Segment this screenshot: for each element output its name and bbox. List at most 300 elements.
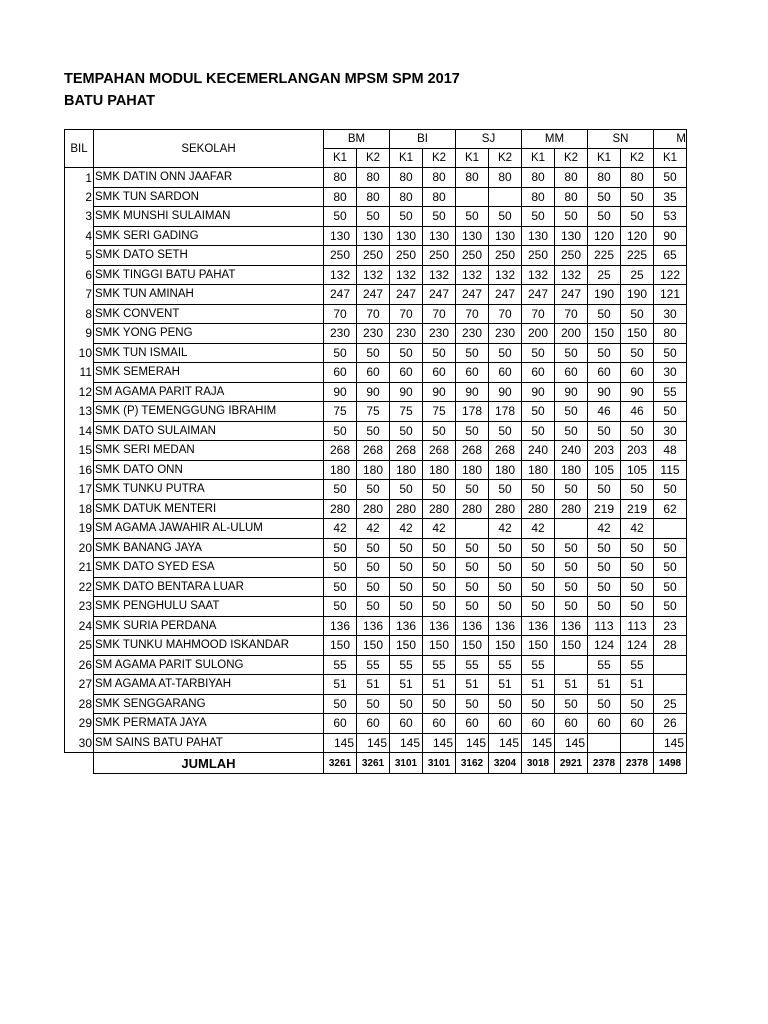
order-quantity-cell: 80 bbox=[324, 187, 357, 207]
order-quantity-cell: 50 bbox=[357, 538, 390, 558]
order-quantity-cell: 60 bbox=[390, 714, 423, 734]
row-number: 27 bbox=[65, 675, 94, 695]
header-paper: K1 bbox=[456, 149, 489, 168]
order-quantity-cell: 50 bbox=[621, 694, 654, 714]
order-quantity-cell: 70 bbox=[555, 304, 588, 324]
order-quantity-cell: 130 bbox=[390, 226, 423, 246]
order-quantity-cell: 50 bbox=[621, 577, 654, 597]
order-quantity-cell: 51 bbox=[555, 675, 588, 695]
document-subtitle: BATU PAHAT bbox=[64, 93, 156, 109]
order-quantity-cell: 30 bbox=[654, 421, 687, 441]
order-quantity-cell: 130 bbox=[522, 226, 555, 246]
order-quantity-cell: 75 bbox=[390, 402, 423, 422]
order-quantity-cell: 50 bbox=[324, 421, 357, 441]
order-quantity-cell: 268 bbox=[357, 441, 390, 461]
order-quantity-cell: 55 bbox=[489, 655, 522, 675]
order-quantity-cell: 250 bbox=[324, 246, 357, 266]
order-quantity-cell: 90 bbox=[654, 226, 687, 246]
order-quantity-cell: 247 bbox=[357, 285, 390, 305]
order-quantity-cell: 70 bbox=[522, 304, 555, 324]
order-quantity-cell: 50 bbox=[621, 207, 654, 227]
order-quantity-cell: 42 bbox=[324, 519, 357, 539]
order-quantity-cell: 51 bbox=[489, 675, 522, 695]
order-quantity-cell: 50 bbox=[621, 421, 654, 441]
header-paper: K1 bbox=[390, 149, 423, 168]
order-quantity-cell: 70 bbox=[324, 304, 357, 324]
order-quantity-cell: 42 bbox=[621, 519, 654, 539]
header-paper: K2 bbox=[423, 149, 456, 168]
order-quantity-cell: 50 bbox=[324, 538, 357, 558]
order-quantity-cell: 145 bbox=[324, 733, 357, 753]
table-row bbox=[65, 597, 687, 617]
order-quantity-cell: 50 bbox=[522, 480, 555, 500]
order-quantity-cell: 42 bbox=[588, 519, 621, 539]
table-row bbox=[65, 265, 687, 285]
order-quantity-cell: 60 bbox=[522, 363, 555, 383]
total-label: JUMLAH bbox=[94, 753, 324, 774]
total-cell: 2378 bbox=[588, 753, 621, 774]
order-quantity-cell: 50 bbox=[654, 168, 687, 188]
order-quantity-cell: 50 bbox=[522, 558, 555, 578]
school-name: SMK DATO SETH bbox=[94, 246, 324, 266]
order-quantity-cell: 50 bbox=[423, 558, 456, 578]
school-name: SMK TUN AMINAH bbox=[94, 285, 324, 305]
order-quantity-cell: 60 bbox=[588, 363, 621, 383]
order-quantity-cell: 80 bbox=[423, 168, 456, 188]
order-quantity-cell bbox=[621, 733, 654, 753]
order-quantity-cell: 250 bbox=[357, 246, 390, 266]
row-number: 10 bbox=[65, 343, 94, 363]
school-name: SMK MUNSHI SULAIMAN bbox=[94, 207, 324, 227]
school-name: SMK TINGGI BATU PAHAT bbox=[94, 265, 324, 285]
order-quantity-cell: 50 bbox=[588, 480, 621, 500]
order-quantity-cell: 225 bbox=[588, 246, 621, 266]
order-quantity-cell: 50 bbox=[390, 558, 423, 578]
order-quantity-cell: 51 bbox=[588, 675, 621, 695]
row-number: 16 bbox=[65, 460, 94, 480]
order-quantity-cell: 70 bbox=[357, 304, 390, 324]
header-subject: BM bbox=[324, 130, 390, 149]
school-name: SMK TUNKU PUTRA bbox=[94, 480, 324, 500]
table-row bbox=[65, 382, 687, 402]
order-table bbox=[64, 129, 687, 774]
order-quantity-cell: 50 bbox=[456, 694, 489, 714]
order-quantity-cell: 280 bbox=[522, 499, 555, 519]
order-quantity-cell: 180 bbox=[324, 460, 357, 480]
table-row bbox=[65, 168, 687, 188]
order-quantity-cell: 42 bbox=[423, 519, 456, 539]
order-quantity-cell: 50 bbox=[357, 558, 390, 578]
total-cell: 2378 bbox=[621, 753, 654, 774]
header-paper: K1 bbox=[324, 149, 357, 168]
order-quantity-cell: 50 bbox=[357, 480, 390, 500]
order-quantity-cell: 65 bbox=[654, 246, 687, 266]
order-quantity-cell: 46 bbox=[588, 402, 621, 422]
order-quantity-cell: 50 bbox=[489, 421, 522, 441]
order-quantity-cell: 60 bbox=[621, 363, 654, 383]
order-quantity-cell: 55 bbox=[522, 655, 555, 675]
order-quantity-cell: 247 bbox=[324, 285, 357, 305]
order-quantity-cell: 178 bbox=[489, 402, 522, 422]
order-quantity-cell: 60 bbox=[489, 363, 522, 383]
order-quantity-cell: 50 bbox=[357, 577, 390, 597]
order-quantity-cell: 50 bbox=[456, 480, 489, 500]
order-quantity-cell: 136 bbox=[456, 616, 489, 636]
order-quantity-cell: 55 bbox=[456, 655, 489, 675]
school-name: SMK PERMATA JAYA bbox=[94, 714, 324, 734]
order-quantity-cell: 50 bbox=[390, 597, 423, 617]
header-paper: K1 bbox=[522, 149, 555, 168]
order-quantity-cell: 48 bbox=[654, 441, 687, 461]
table-row bbox=[65, 636, 687, 656]
order-quantity-cell: 136 bbox=[324, 616, 357, 636]
order-quantity-cell: 50 bbox=[357, 694, 390, 714]
order-quantity-cell: 230 bbox=[456, 324, 489, 344]
order-quantity-cell: 75 bbox=[423, 402, 456, 422]
total-cell: 3204 bbox=[489, 753, 522, 774]
order-quantity-cell: 50 bbox=[555, 402, 588, 422]
order-quantity-cell: 113 bbox=[621, 616, 654, 636]
school-name: SMK SERI GADING bbox=[94, 226, 324, 246]
order-quantity-cell: 60 bbox=[390, 363, 423, 383]
order-quantity-cell: 145 bbox=[423, 733, 456, 753]
school-name: SMK DATO SYED ESA bbox=[94, 558, 324, 578]
order-quantity-cell: 136 bbox=[555, 616, 588, 636]
order-quantity-cell: 120 bbox=[621, 226, 654, 246]
order-quantity-cell: 132 bbox=[423, 265, 456, 285]
order-quantity-cell: 50 bbox=[489, 558, 522, 578]
order-quantity-cell: 124 bbox=[588, 636, 621, 656]
order-quantity-cell: 50 bbox=[489, 480, 522, 500]
order-quantity-cell: 145 bbox=[555, 733, 588, 753]
order-quantity-cell: 60 bbox=[621, 714, 654, 734]
school-name: SMK CONVENT bbox=[94, 304, 324, 324]
order-quantity-cell: 50 bbox=[423, 538, 456, 558]
order-quantity-cell: 50 bbox=[621, 538, 654, 558]
order-quantity-cell: 50 bbox=[324, 577, 357, 597]
order-quantity-cell: 115 bbox=[654, 460, 687, 480]
order-quantity-cell: 50 bbox=[588, 538, 621, 558]
table-row bbox=[65, 187, 687, 207]
order-quantity-cell: 50 bbox=[456, 597, 489, 617]
table-row bbox=[65, 460, 687, 480]
order-quantity-cell: 247 bbox=[489, 285, 522, 305]
table-row bbox=[65, 304, 687, 324]
order-quantity-cell: 50 bbox=[522, 402, 555, 422]
order-quantity-cell: 50 bbox=[489, 694, 522, 714]
table-row bbox=[65, 285, 687, 305]
order-quantity-cell: 50 bbox=[588, 207, 621, 227]
order-quantity-cell: 280 bbox=[555, 499, 588, 519]
order-quantity-cell: 35 bbox=[654, 187, 687, 207]
table-row bbox=[65, 499, 687, 519]
order-quantity-cell: 80 bbox=[522, 168, 555, 188]
order-quantity-cell: 50 bbox=[423, 480, 456, 500]
order-quantity-cell: 50 bbox=[555, 577, 588, 597]
order-quantity-cell: 50 bbox=[555, 558, 588, 578]
order-quantity-cell: 55 bbox=[621, 655, 654, 675]
order-quantity-cell: 180 bbox=[357, 460, 390, 480]
order-quantity-cell: 50 bbox=[324, 694, 357, 714]
table-row bbox=[65, 480, 687, 500]
order-quantity-cell: 240 bbox=[555, 441, 588, 461]
order-quantity-cell: 145 bbox=[390, 733, 423, 753]
order-quantity-cell: 55 bbox=[390, 655, 423, 675]
order-quantity-cell bbox=[654, 655, 687, 675]
order-quantity-cell: 50 bbox=[357, 207, 390, 227]
total-cell: 3101 bbox=[390, 753, 423, 774]
order-quantity-cell: 50 bbox=[489, 343, 522, 363]
order-quantity-cell: 180 bbox=[423, 460, 456, 480]
order-quantity-cell: 70 bbox=[489, 304, 522, 324]
order-quantity-cell: 50 bbox=[357, 597, 390, 617]
order-quantity-cell: 230 bbox=[357, 324, 390, 344]
header-subject: M bbox=[654, 130, 687, 149]
order-quantity-cell: 219 bbox=[588, 499, 621, 519]
order-quantity-cell: 200 bbox=[522, 324, 555, 344]
order-quantity-cell: 51 bbox=[324, 675, 357, 695]
order-quantity-cell: 203 bbox=[621, 441, 654, 461]
order-quantity-cell: 28 bbox=[654, 636, 687, 656]
table-row bbox=[65, 421, 687, 441]
order-quantity-cell: 132 bbox=[357, 265, 390, 285]
order-quantity-cell: 50 bbox=[324, 343, 357, 363]
row-number: 25 bbox=[65, 636, 94, 656]
order-quantity-cell: 42 bbox=[522, 519, 555, 539]
order-quantity-cell: 280 bbox=[390, 499, 423, 519]
order-quantity-cell: 180 bbox=[522, 460, 555, 480]
order-quantity-cell: 250 bbox=[456, 246, 489, 266]
order-quantity-cell: 150 bbox=[489, 636, 522, 656]
document-header bbox=[64, 68, 460, 112]
table-row bbox=[65, 655, 687, 675]
order-quantity-cell: 90 bbox=[522, 382, 555, 402]
order-quantity-cell: 180 bbox=[390, 460, 423, 480]
order-quantity-cell: 50 bbox=[456, 577, 489, 597]
order-quantity-cell: 25 bbox=[588, 265, 621, 285]
order-quantity-cell: 230 bbox=[390, 324, 423, 344]
row-number: 7 bbox=[65, 285, 94, 305]
order-quantity-cell: 50 bbox=[423, 421, 456, 441]
order-quantity-cell: 50 bbox=[588, 694, 621, 714]
order-quantity-cell: 60 bbox=[423, 363, 456, 383]
order-quantity-cell: 26 bbox=[654, 714, 687, 734]
order-quantity-cell: 50 bbox=[522, 343, 555, 363]
order-quantity-cell: 80 bbox=[555, 187, 588, 207]
document-title: TEMPAHAN MODUL KECEMERLANGAN MPSM SPM 2017 bbox=[64, 71, 460, 87]
order-quantity-cell: 50 bbox=[324, 597, 357, 617]
order-quantity-cell: 50 bbox=[522, 577, 555, 597]
order-quantity-cell: 70 bbox=[456, 304, 489, 324]
order-quantity-cell: 50 bbox=[621, 558, 654, 578]
school-name: SMK DATIN ONN JAAFAR bbox=[94, 168, 324, 188]
order-quantity-cell: 50 bbox=[621, 343, 654, 363]
order-quantity-cell: 150 bbox=[324, 636, 357, 656]
order-quantity-cell: 50 bbox=[522, 421, 555, 441]
order-quantity-cell: 51 bbox=[423, 675, 456, 695]
order-quantity-cell: 50 bbox=[390, 577, 423, 597]
order-quantity-cell: 132 bbox=[324, 265, 357, 285]
order-quantity-cell: 130 bbox=[357, 226, 390, 246]
row-number: 20 bbox=[65, 538, 94, 558]
order-quantity-cell: 50 bbox=[588, 558, 621, 578]
header-paper: K1 bbox=[654, 149, 687, 168]
order-quantity-cell: 203 bbox=[588, 441, 621, 461]
header-bil: BIL bbox=[65, 130, 94, 168]
row-number: 29 bbox=[65, 714, 94, 734]
row-number: 21 bbox=[65, 558, 94, 578]
order-quantity-cell: 178 bbox=[456, 402, 489, 422]
order-quantity-cell: 180 bbox=[489, 460, 522, 480]
school-name: SMK SEMERAH bbox=[94, 363, 324, 383]
order-quantity-cell: 51 bbox=[357, 675, 390, 695]
row-number: 23 bbox=[65, 597, 94, 617]
order-quantity-cell: 130 bbox=[423, 226, 456, 246]
order-quantity-cell: 60 bbox=[357, 363, 390, 383]
table-row bbox=[65, 733, 687, 753]
order-quantity-cell: 247 bbox=[456, 285, 489, 305]
order-quantity-cell: 50 bbox=[588, 304, 621, 324]
order-quantity-cell: 50 bbox=[654, 343, 687, 363]
order-quantity-cell: 50 bbox=[555, 480, 588, 500]
order-quantity-cell: 132 bbox=[456, 265, 489, 285]
row-number: 12 bbox=[65, 382, 94, 402]
order-quantity-cell: 230 bbox=[489, 324, 522, 344]
header-paper: K2 bbox=[555, 149, 588, 168]
order-quantity-cell: 247 bbox=[522, 285, 555, 305]
order-quantity-cell: 132 bbox=[522, 265, 555, 285]
table-row bbox=[65, 402, 687, 422]
table-row bbox=[65, 441, 687, 461]
order-quantity-cell: 50 bbox=[390, 694, 423, 714]
order-quantity-cell bbox=[588, 733, 621, 753]
table-row bbox=[65, 694, 687, 714]
order-quantity-cell: 250 bbox=[423, 246, 456, 266]
order-quantity-cell: 60 bbox=[555, 714, 588, 734]
order-quantity-cell: 50 bbox=[489, 538, 522, 558]
order-quantity-cell: 150 bbox=[555, 636, 588, 656]
table-row bbox=[65, 577, 687, 597]
order-quantity-cell: 132 bbox=[390, 265, 423, 285]
order-quantity-cell: 50 bbox=[489, 207, 522, 227]
order-quantity-cell: 145 bbox=[489, 733, 522, 753]
total-cell: 3261 bbox=[357, 753, 390, 774]
order-quantity-cell: 150 bbox=[390, 636, 423, 656]
row-number: 28 bbox=[65, 694, 94, 714]
order-quantity-cell: 50 bbox=[423, 694, 456, 714]
row-number: 15 bbox=[65, 441, 94, 461]
order-quantity-cell: 80 bbox=[456, 168, 489, 188]
order-quantity-cell: 90 bbox=[423, 382, 456, 402]
order-quantity-cell: 50 bbox=[621, 304, 654, 324]
row-number: 14 bbox=[65, 421, 94, 441]
order-quantity-cell: 190 bbox=[621, 285, 654, 305]
row-number: 11 bbox=[65, 363, 94, 383]
order-quantity-cell: 136 bbox=[522, 616, 555, 636]
order-quantity-cell: 80 bbox=[555, 168, 588, 188]
school-name: SMK BANANG JAYA bbox=[94, 538, 324, 558]
order-quantity-cell: 268 bbox=[390, 441, 423, 461]
order-quantity-cell: 80 bbox=[489, 168, 522, 188]
order-quantity-cell: 145 bbox=[654, 733, 687, 753]
order-quantity-cell: 90 bbox=[588, 382, 621, 402]
order-quantity-cell: 250 bbox=[390, 246, 423, 266]
order-quantity-cell: 145 bbox=[522, 733, 555, 753]
order-quantity-cell: 80 bbox=[357, 187, 390, 207]
header-paper: K2 bbox=[357, 149, 390, 168]
order-quantity-cell: 50 bbox=[555, 597, 588, 617]
order-quantity-cell: 80 bbox=[423, 187, 456, 207]
order-quantity-cell: 219 bbox=[621, 499, 654, 519]
row-number: 8 bbox=[65, 304, 94, 324]
order-quantity-cell: 60 bbox=[522, 714, 555, 734]
order-quantity-cell: 55 bbox=[654, 382, 687, 402]
row-number: 22 bbox=[65, 577, 94, 597]
order-quantity-cell bbox=[456, 519, 489, 539]
order-quantity-cell: 105 bbox=[588, 460, 621, 480]
order-quantity-cell: 80 bbox=[390, 168, 423, 188]
order-quantity-cell: 250 bbox=[555, 246, 588, 266]
table-row bbox=[65, 343, 687, 363]
order-quantity-cell: 113 bbox=[588, 616, 621, 636]
row-number: 18 bbox=[65, 499, 94, 519]
order-quantity-cell: 268 bbox=[456, 441, 489, 461]
order-quantity-cell: 50 bbox=[588, 577, 621, 597]
table-row bbox=[65, 675, 687, 695]
order-quantity-cell: 145 bbox=[456, 733, 489, 753]
order-quantity-cell: 60 bbox=[324, 363, 357, 383]
school-name: SMK DATO BENTARA LUAR bbox=[94, 577, 324, 597]
order-quantity-cell: 80 bbox=[390, 187, 423, 207]
order-quantity-cell: 42 bbox=[357, 519, 390, 539]
order-quantity-cell: 80 bbox=[621, 168, 654, 188]
order-quantity-cell: 55 bbox=[357, 655, 390, 675]
order-quantity-cell: 121 bbox=[654, 285, 687, 305]
order-quantity-cell: 150 bbox=[621, 324, 654, 344]
order-quantity-cell: 42 bbox=[489, 519, 522, 539]
table-row bbox=[65, 246, 687, 266]
school-name: SMK YONG PENG bbox=[94, 324, 324, 344]
order-quantity-cell: 250 bbox=[522, 246, 555, 266]
order-quantity-cell: 53 bbox=[654, 207, 687, 227]
order-quantity-cell: 90 bbox=[456, 382, 489, 402]
order-quantity-cell: 230 bbox=[324, 324, 357, 344]
order-quantity-cell: 136 bbox=[357, 616, 390, 636]
order-quantity-cell: 50 bbox=[324, 480, 357, 500]
order-quantity-cell: 268 bbox=[324, 441, 357, 461]
table-row bbox=[65, 519, 687, 539]
order-quantity-cell bbox=[654, 519, 687, 539]
order-quantity-cell: 50 bbox=[456, 558, 489, 578]
order-quantity-cell: 50 bbox=[489, 597, 522, 617]
order-quantity-cell: 30 bbox=[654, 363, 687, 383]
order-quantity-cell: 50 bbox=[456, 421, 489, 441]
order-quantity-cell: 50 bbox=[456, 343, 489, 363]
order-quantity-cell: 130 bbox=[555, 226, 588, 246]
order-quantity-cell: 50 bbox=[588, 187, 621, 207]
order-quantity-cell: 130 bbox=[456, 226, 489, 246]
order-quantity-cell bbox=[456, 187, 489, 207]
school-name: SM AGAMA JAWAHIR AL-ULUM bbox=[94, 519, 324, 539]
order-quantity-cell: 51 bbox=[522, 675, 555, 695]
order-quantity-cell: 75 bbox=[324, 402, 357, 422]
header-subject: MM bbox=[522, 130, 588, 149]
order-quantity-cell: 60 bbox=[456, 363, 489, 383]
table-row bbox=[65, 538, 687, 558]
order-quantity-cell: 51 bbox=[390, 675, 423, 695]
order-quantity-cell: 280 bbox=[357, 499, 390, 519]
total-cell: 3101 bbox=[423, 753, 456, 774]
